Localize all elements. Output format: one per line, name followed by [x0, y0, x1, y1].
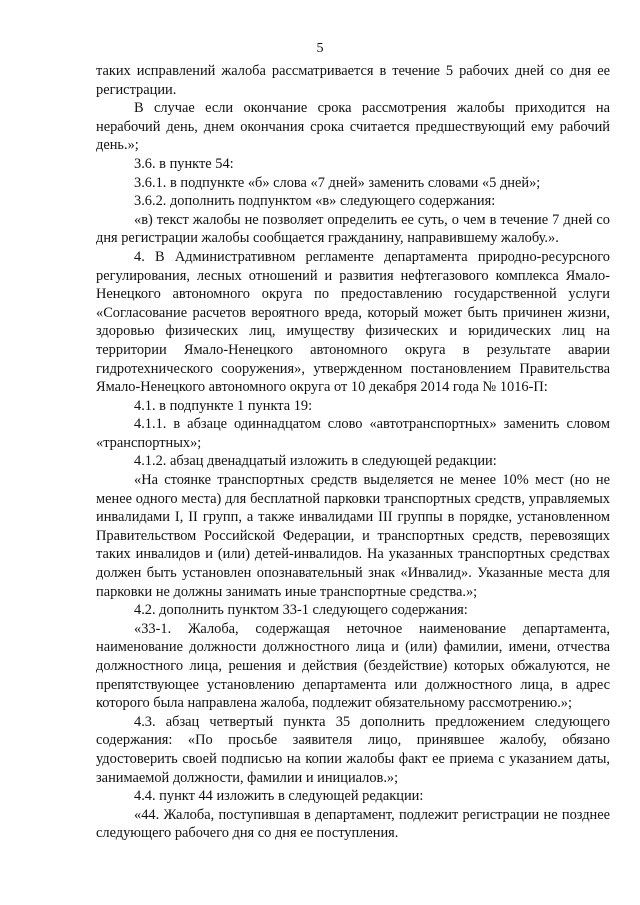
paragraph-3-6: 3.6. в пункте 54:: [134, 155, 234, 172]
paragraph-4-3: 4.3. абзац четвертый пункта 35 дополнить предложением следующего содержания: «По просьбе заявителя лицо, принявшее жалобу, обязано удостоверить своей подписью на копии жалобы факт ее приема с указанием даты, занимаемой должности, фамилии и инициалов.»;: [96, 713, 610, 786]
paragraph-4-1: 4.1. в подпункте 1 пункта 19:: [134, 397, 313, 414]
paragraph-deadline-rule: В случае если окончание срока рассмотрения жалобы приходится на нерабочий день, днем окончания срока считается предшествующий ему рабочий день.»;: [96, 100, 610, 154]
paragraph-continuation: таких исправлений жалоба рассматривается в течение 5 рабочих дней со дня ее регистрации.: [96, 63, 610, 98]
paragraph-subpoint-v: «в) текст жалобы не позволяет определить ее суть, о чем в течение 7 дней со дня регистрации жалобы сообщается гражданину, направившему жалобу.».: [96, 211, 610, 247]
page-number: 5: [316, 41, 324, 56]
paragraph-33-1: «33-1. Жалоба, содержащая неточное наименование департамента, наименование должности должностного лица и (или) фамилии, имени, отчества должностного лица, решения и действия (бездействие) которых обжалуются, не препятствующее установлению департамента или должностного лица, в адрес которого была направлена жалоба, подлежит обязательному рассмотрению.»;: [96, 620, 610, 712]
paragraph-parking: «На стоянке транспортных средств выделяется не менее 10% мест (но не менее одного места) для бесплатной парковки транспортных средств, управляемых инвалидами I, II групп, а также инвалидами III группы в порядке, установленном Правительством Российской Федерации, и транспортных средств, перевозящих таких инвалидов и (или) детей-инвалидов. На указанных транспортных средствах должен быть установлен опознавательный знак «Инвалид». Указанные места для парковки не должны занимать иные транспортные средства.»;: [96, 472, 610, 600]
paragraph-3-6-2: 3.6.2. дополнить подпунктом «в» следующего содержания:: [134, 193, 496, 210]
paragraph-4-1-1: 4.1.1. в абзаце одиннадцатом слово «автотранспортных» заменить словом «транспортных»;: [96, 416, 610, 451]
paragraph-4-1-2: 4.1.2. абзац двенадцатый изложить в следующей редакции:: [134, 453, 497, 470]
document-body: [96, 62, 610, 843]
paragraph-44: «44. Жалоба, поступившая в департамент, подлежит регистрации не позднее следующего рабочего дня со дня ее поступления.: [96, 806, 610, 842]
paragraph-4: 4. В Административном регламенте департамента природно-ресурсного регулирования, лесных отношений и развития нефтегазового комплекса Ямало-Ненецкого автономного округа по предоставлению государственной услуги «Согласование расчетов вероятного вреда, который может быть причинен жизни, здоровью физических лиц, имуществу физических и юридических лиц на территории Ямало-Ненецкого автономного округа в результате аварии гидротехнического сооружения», утвержденном постановлением Правительства Ямало-Ненецкого автономного округа от 10 декабря 2014 года № 1016-П:: [96, 248, 610, 396]
paragraph-4-4: 4.4. пункт 44 изложить в следующей редакции:: [134, 788, 424, 805]
paragraph-4-2: 4.2. дополнить пунктом 33-1 следующего содержания:: [134, 602, 468, 619]
paragraph-3-6-1: 3.6.1. в подпункте «б» слова «7 дней» заменить словами «5 дней»;: [134, 174, 541, 191]
